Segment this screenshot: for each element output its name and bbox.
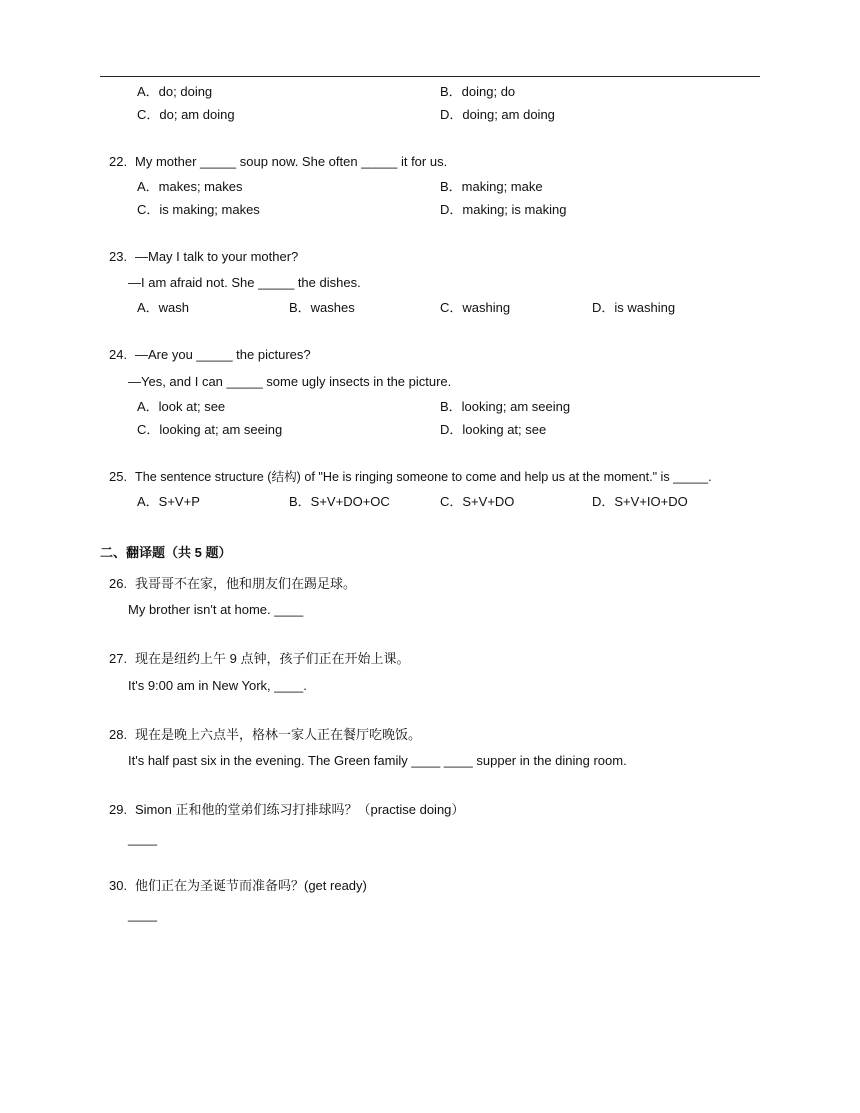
section-heading: 二、翻译题（共 5 题） (100, 545, 232, 560)
question-stem-line-2: —Yes, and I can _____ some ugly insects in the picture. (128, 374, 452, 389)
option-a: A．makes; makes (137, 179, 243, 194)
question-stem: —May I talk to your mother? (135, 249, 299, 264)
answer-blank: ____ (128, 831, 157, 846)
q21-option-d: D．doing; am doing (440, 107, 555, 122)
option-d: D．making; is making (440, 202, 567, 217)
translation-prompt: My brother isn't at home. ____ (128, 602, 304, 617)
option-c: C．looking at; am seeing (137, 422, 283, 437)
translation-prompt: It's half past six in the evening. The Green family ____ ____ supper in the dining room. (128, 753, 627, 768)
option-a: A．look at; see (137, 399, 226, 414)
question-stem: My mother _____ soup now. She often _____ it for us. (135, 154, 448, 169)
option-b: B．washes (289, 300, 355, 315)
option-a: A．S+V+P (137, 494, 200, 509)
q21-option-b: B．doing; do (440, 84, 516, 99)
option-b: B．looking; am seeing (440, 399, 571, 414)
question-number: 30. (109, 878, 128, 893)
question-stem: The sentence structure (结构) of "He is ringing someone to come and help us at the moment." is _____. (135, 470, 712, 484)
question-number: 25. (109, 469, 128, 484)
question-stem-line-2: —I am afraid not. She _____ the dishes. (128, 275, 361, 290)
q21-option-a: A．do; doing (137, 84, 213, 99)
option-c: C．is making; makes (137, 202, 260, 217)
question-stem: —Are you _____ the pictures? (135, 347, 311, 362)
question-number: 23. (109, 249, 128, 264)
q21-option-c: C．do; am doing (137, 107, 235, 122)
option-d: D．looking at; see (440, 422, 547, 437)
option-d: D．is washing (592, 300, 676, 315)
question-number: 28. (109, 727, 128, 742)
question-number: 22. (109, 154, 128, 169)
option-b: B．S+V+DO+OC (289, 494, 390, 509)
translation-prompt: It's 9:00 am in New York, ____. (128, 678, 307, 693)
option-c: C．washing (440, 300, 511, 315)
question-number: 29. (109, 802, 128, 817)
question-number: 27. (109, 651, 128, 666)
chinese-sentence: 我哥哥不在家，他和朋友们在踢足球。 (135, 576, 357, 591)
option-c: C．S+V+DO (440, 494, 515, 509)
header-rule (100, 76, 760, 77)
option-a: A．wash (137, 300, 190, 315)
option-b: B．making; make (440, 179, 543, 194)
question-number: 24. (109, 347, 128, 362)
question-number: 26. (109, 576, 128, 591)
chinese-sentence: 他们正在为圣诞节而准备吗？(get ready) (135, 878, 367, 893)
chinese-sentence: 现在是晚上六点半，格林一家人正在餐厅吃晚饭。 (135, 727, 422, 742)
chinese-sentence: Simon 正和他的堂弟们练习打排球吗？（practise doing） (135, 802, 465, 817)
answer-blank: ____ (128, 907, 157, 922)
chinese-sentence: 现在是纽约上午 9 点钟，孩子们正在开始上课。 (135, 651, 410, 666)
option-d: D．S+V+IO+DO (592, 494, 688, 509)
